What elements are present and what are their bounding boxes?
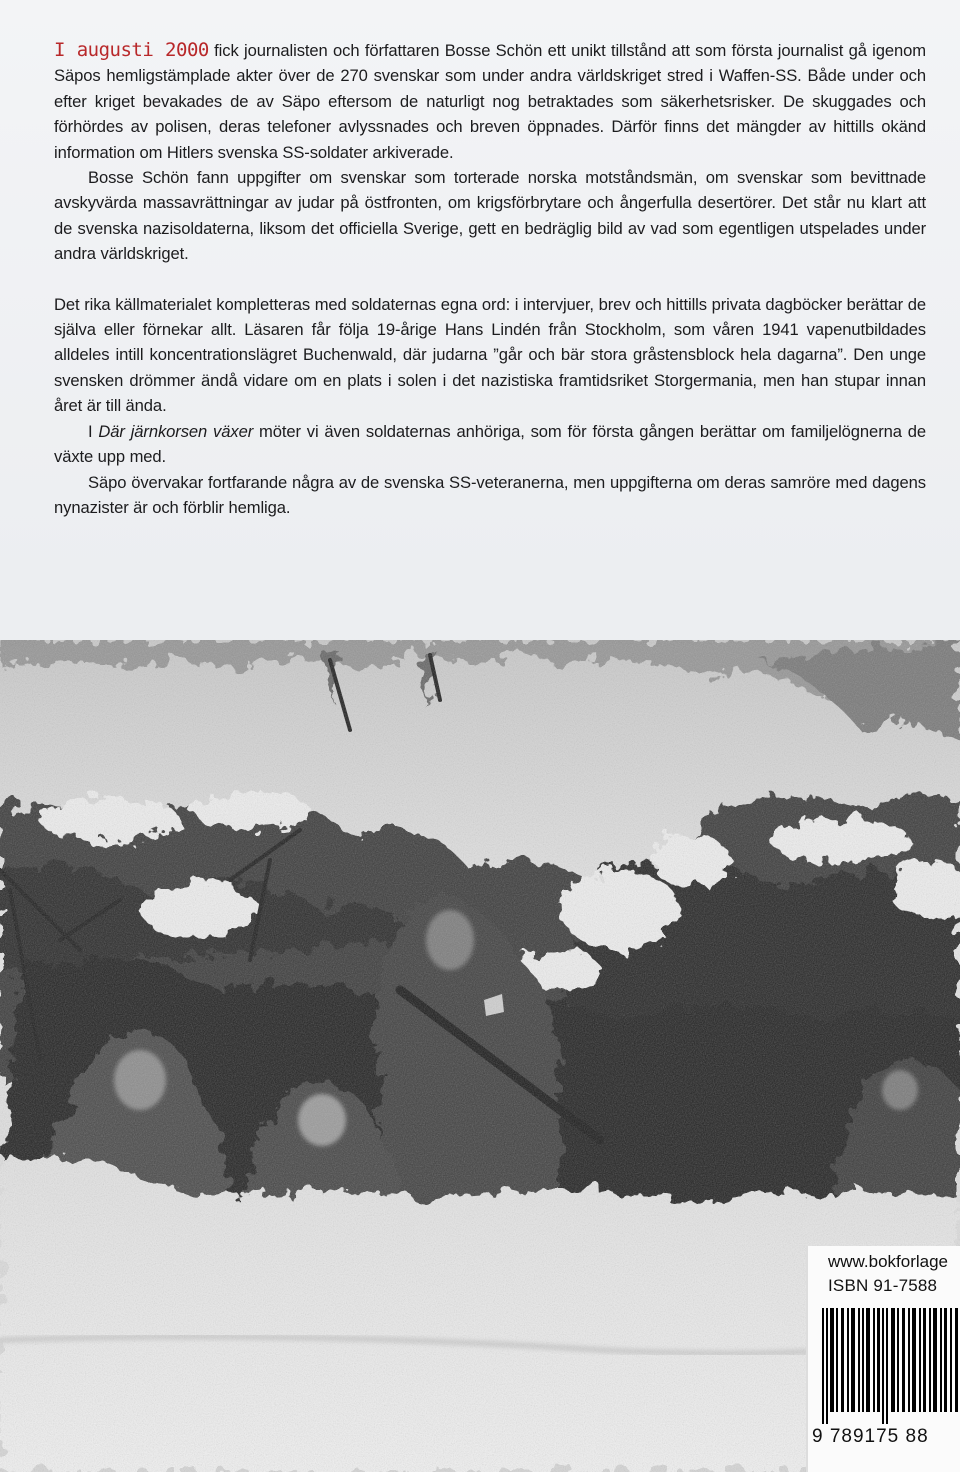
paragraph-3: Det rika källmaterialet kompletteras med soldaternas egna ord: i intervjuer, brev och hittills privata dagböcker berättar de själva eller förnekar allt. Läsaren får följa 19-årige Hans Lindén från Stockholm, som våren 1941 vapenutbildades alldeles intill koncentrationslägret Buchenwald, där judarna ”går och bär stora gråstensblock hela dagarna”. Den unge svensken drömmer ändå vidare om en plats i solen i det nazistiska framtidsriket Storgermania, men han stupar innan året är till ända. <box>54 294 926 416</box>
paragraph-5: Säpo övervakar fortfarande några av de svenska SS-veteranerna, men uppgifterna om deras samröre med dagens nynazister är och förblir hemliga. <box>54 472 926 517</box>
book-title: Där järnkorsen växer <box>98 421 254 441</box>
paragraph-4-pre: I <box>88 421 99 441</box>
isbn-label <box>806 1246 960 1472</box>
publisher-url: www.bokforlage <box>828 1252 949 1271</box>
barcode-icon <box>816 1308 960 1424</box>
isbn-number: ISBN 91-7588 <box>828 1276 938 1295</box>
barcode-digits: 9 789175 88 <box>812 1426 929 1447</box>
paragraph-4-body: möter vi även soldaternas anhöriga, som för första gången berättar om familjelögnerna de växte upp med. <box>54 421 926 467</box>
paragraph-1 <box>54 38 926 165</box>
paragraph-4 <box>54 419 926 470</box>
paragraph-1-body: fick journalisten och författaren Bosse Schön ett unikt tillstånd att som första journalist gå igenom Säpos hemligstämplade akter över de 270 svenskar som under andra världskriget stred i Waffen-SS. Både under och efter kriget bevakades de av Säpo eftersom de naturligt nog betraktades som säkerhetsrisker. De skuggades och förhördes av polisen, deras telefoner avlyssnades och breven öppnades. Därför finns det mängder av hittills okänd information om Hitlers svenska SS-soldater arkiverade. <box>54 41 926 162</box>
lead-in: I augusti 2000 <box>54 39 209 61</box>
blurb-text <box>54 38 926 520</box>
paragraph-2: Bosse Schön fann uppgifter om svenskar som torterade norska motståndsmän, om svenskar som bevittnade avskyvärda massavrättningar av judar på östfronten, om krigsförbrytare och ångerfulla desertörer. Det står nu klart att de svenska nazisoldaterna, liksom det officiella Sverige, gett en bedräglig bild av vad som egentligen utspelades under andra världskriget. <box>54 168 926 264</box>
